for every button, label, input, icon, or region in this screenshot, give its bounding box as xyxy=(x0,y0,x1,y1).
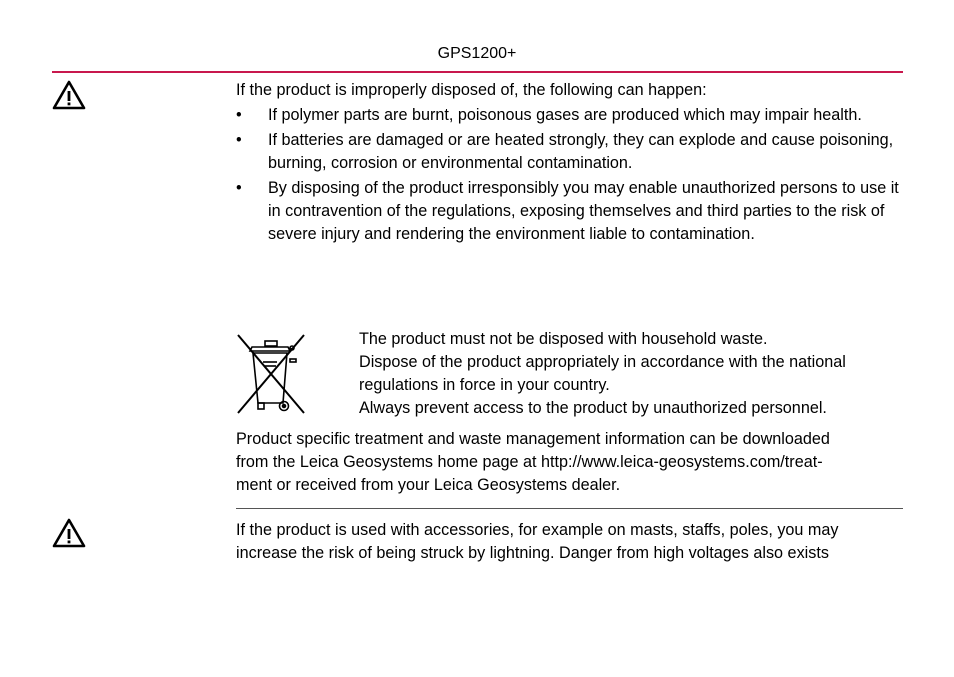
list-item xyxy=(236,177,903,246)
warning-triangle-icon xyxy=(52,518,86,549)
list-item-text: If polymer parts are burnt, poisonous gases are produced which may impair health. xyxy=(268,106,862,124)
section-divider xyxy=(236,508,903,509)
disposal-risks-section xyxy=(236,79,903,246)
download-info-line: ment or received from your Leica Geosystems dealer. xyxy=(236,476,621,494)
disposal-risks-intro: If the product is improperly disposed of, the following can happen: xyxy=(236,81,707,99)
download-info-line: from the Leica Geosystems home page at http://www.leica-geosystems.com/treat- xyxy=(236,453,823,471)
list-item-text: If batteries are damaged or are heated strongly, they can explode and cause poisoning, burning, corrosion or environmental contamination. xyxy=(268,131,894,172)
download-info-line: Product specific treatment and waste management information can be downloaded xyxy=(236,430,830,448)
lightning-warning-line: increase the risk of being struck by lightning. Danger from high voltages also exists xyxy=(236,544,829,562)
bullet-marker: • xyxy=(236,179,242,197)
crossed-out-wheelie-bin-icon xyxy=(236,333,306,415)
warning-triangle-icon xyxy=(52,80,86,111)
bullet-marker: • xyxy=(236,106,242,124)
disposal-line-regulations: Dispose of the product appropriately in accordance with the national regulations in force in your country. xyxy=(359,353,846,394)
page-header-title: GPS1200+ xyxy=(437,45,517,62)
disposal-instructions xyxy=(359,328,907,420)
download-info-paragraph xyxy=(236,428,903,497)
disposal-line-access: Always prevent access to the product by unauthorized personnel. xyxy=(359,399,827,417)
lightning-warning-paragraph xyxy=(236,519,903,565)
list-item xyxy=(236,104,903,127)
bullet-marker: • xyxy=(236,131,242,149)
header-divider xyxy=(52,71,903,73)
lightning-warning-line: If the product is used with accessories, for example on masts, staffs, poles, you may xyxy=(236,521,839,539)
disposal-risks-list xyxy=(236,104,903,246)
list-item xyxy=(236,129,903,175)
list-item-text: By disposing of the product irresponsibly you may enable unauthorized persons to use it in contravention of the regulations, exposing themselves and third parties to the risk of severe injury and rendering the environment liable to contamination. xyxy=(268,179,899,243)
disposal-line-household: The product must not be disposed with household waste. xyxy=(359,330,768,348)
